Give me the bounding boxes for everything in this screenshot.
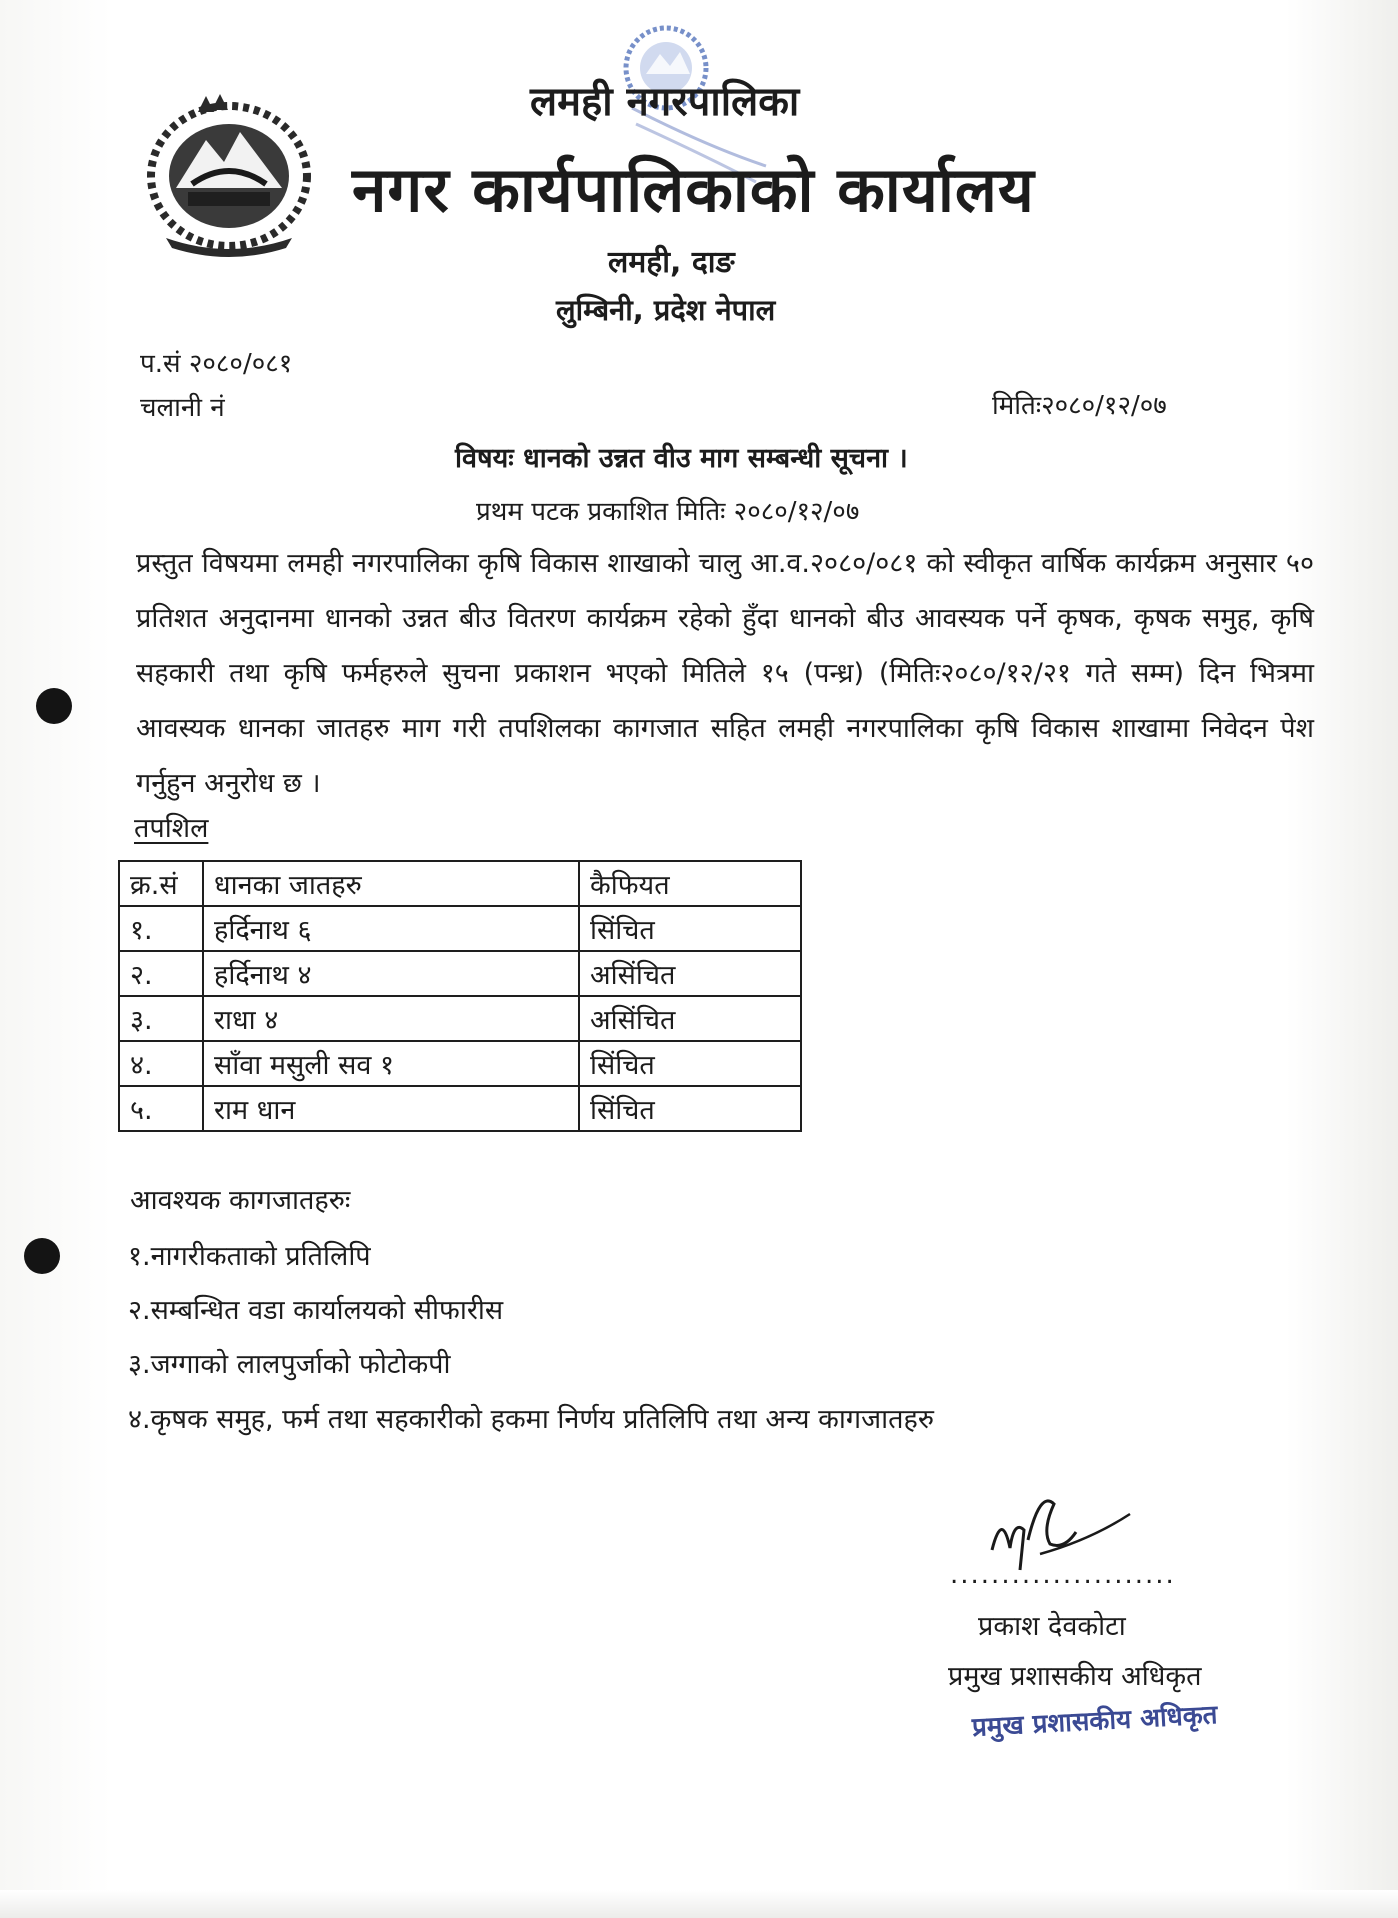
reference-number: प.सं २०८०/०८१ xyxy=(140,349,293,379)
list-item: १.नागरीकताको प्रतिलिपि xyxy=(128,1241,371,1272)
table-cell-serial: २. xyxy=(119,951,203,996)
column-header: धानका जातहरु xyxy=(203,861,579,906)
table-cell-variety: राधा ४ xyxy=(203,996,579,1041)
signatory-title: प्रमुख प्रशासकीय अधिकृत xyxy=(948,1661,1202,1692)
municipality-name: लमही नगरपालिका xyxy=(530,79,800,125)
table-cell-serial: १. xyxy=(119,906,203,951)
table-row xyxy=(119,951,801,996)
address-line-1: लमही, दाङ xyxy=(608,245,735,280)
table-row xyxy=(119,906,801,951)
table-cell-remarks: सिंचित xyxy=(579,1086,801,1131)
table-cell-remarks: असिंचित xyxy=(579,996,801,1041)
column-header: क्र.सं xyxy=(119,861,203,906)
table-cell-remarks: असिंचित xyxy=(579,951,801,996)
table-cell-serial: ४. xyxy=(119,1041,203,1086)
punch-hole xyxy=(36,688,72,724)
table-cell-variety: राम धान xyxy=(203,1086,579,1131)
table-cell-serial: ५. xyxy=(119,1086,203,1131)
notice-body: प्रस्तुत विषयमा लमही नगरपालिका कृषि विकास शाखाको चालु आ.व.२०८०/०८१ को स्वीकृत वार्षिक कार्यक्रम अनुसार ५० प्रतिशत अनुदानमा धानको उन्नत बीउ वितरण कार्यक्रम रहेको हुँदा धानको बीउ आवस्यक पर्ने कृषक, कृषक समुह, कृषि सहकारी तथा कृषि फर्महरुले सुचना प्रकाशन भएको मितिले १५ (पन्ध्र) (मितिः२०८०/१२/२१ गते सम्म) दिन भित्रमा आवस्यक धानका जातहरु माग गरी तपशिलका कागजात सहित लमही नगरपालिका कृषि विकास शाखामा निवेदन पेश गर्नुहुन अनुरोध छ । xyxy=(136,548,1314,799)
address-line-2: लुम्बिनी, प्रदेश नेपाल xyxy=(556,293,776,327)
table-row xyxy=(119,996,801,1041)
table-cell-serial: ३. xyxy=(119,996,203,1041)
page-bottom-edge xyxy=(0,1890,1398,1918)
required-documents-heading: आवश्यक कागजातहरुः xyxy=(130,1185,351,1216)
table-cell-remarks: सिंचित xyxy=(579,906,801,951)
table-cell-variety: साँवा मसुली सव १ xyxy=(203,1041,579,1086)
subject-line: विषयः धानको उन्नत वीउ माग सम्बन्धी सूचना । xyxy=(455,443,908,474)
table-cell-remarks: सिंचित xyxy=(579,1041,801,1086)
table-header-row xyxy=(119,861,801,906)
list-item: ४.कृषक समुह, फर्म तथा सहकारीको हकमा निर्णय प्रतिलिपि तथा अन्य कागजातहरु xyxy=(128,1404,934,1435)
designation-stamp: प्रमुख प्रशासकीय अधिकृत xyxy=(971,1700,1219,1743)
list-item: २.सम्बन्धित वडा कार्यालयको सीफारीस xyxy=(128,1295,504,1326)
table-row xyxy=(119,1086,801,1131)
table-cell-variety: हर्दिनाथ ६ xyxy=(203,906,579,951)
signatory-name: प्रकाश देवकोटा xyxy=(978,1611,1126,1642)
punch-hole xyxy=(24,1238,60,1274)
first-published-date: प्रथम पटक प्रकाशित मितिः २०८०/१२/०७ xyxy=(476,497,860,527)
dispatch-number: चलानी नं xyxy=(140,393,225,423)
column-header: कैफियत xyxy=(579,861,801,906)
nepal-emblem-icon xyxy=(136,88,322,258)
office-title: नगर कार्यपालिकाको कार्यालय xyxy=(352,153,1035,226)
signature-line: ...................... xyxy=(950,1560,1176,1590)
table-row xyxy=(119,1041,801,1086)
list-item: ३.जग्गाको लालपुर्जाको फोटोकपी xyxy=(128,1349,451,1380)
table-cell-variety: हर्दिनाथ ४ xyxy=(203,951,579,996)
notice-date: मितिः२०८०/१२/०७ xyxy=(992,391,1167,421)
rice-variety-table xyxy=(118,860,802,1132)
schedule-heading: तपशिल xyxy=(134,813,209,844)
